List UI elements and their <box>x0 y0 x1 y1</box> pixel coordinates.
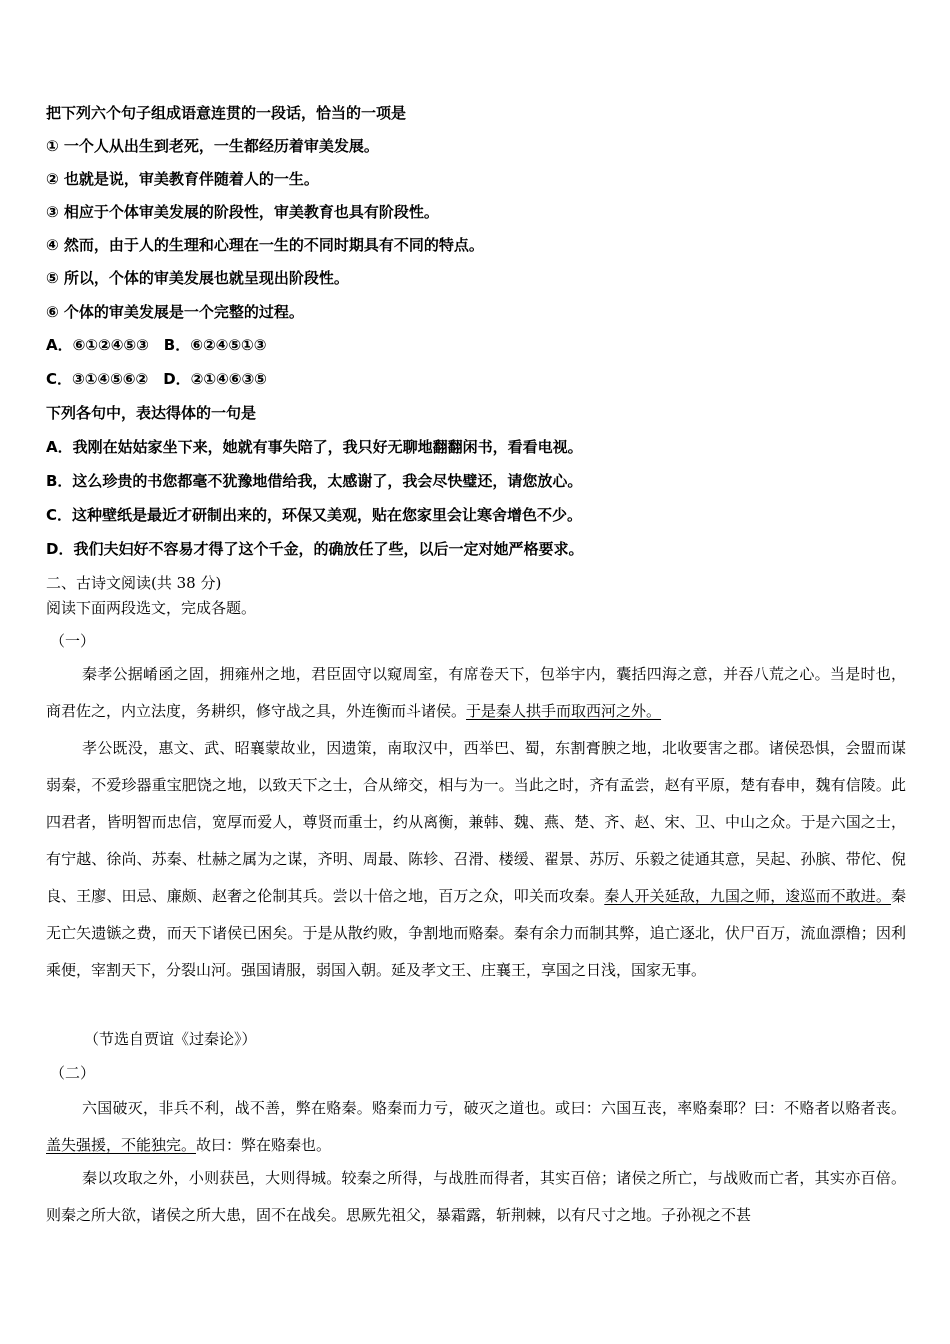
q2-option-c: C．这种壁纸是最近才研制出来的，环保又美观，贴在您家里会让寒舍增色不少。 <box>46 506 583 524</box>
section-instruction: 阅读下面两段选文，完成各题。 <box>46 599 257 617</box>
q2-option-b: B．这么珍贵的书您都毫不犹豫地借给我，太感谢了，我会尽快璧还，请您放心。 <box>46 472 583 490</box>
passage1-paragraph1 <box>46 656 906 730</box>
q1-sentence-1: ① 一个人从出生到老死，一生都经历着审美发展。 <box>46 137 379 155</box>
passage1-p1-underlined: 于是秦人拱手而取西河之外。 <box>466 702 662 720</box>
passage1-p1-text: 秦孝公据崤函之固，拥雍州之地，君臣固守以窥周室，有席卷天下，包举宇内，囊括四海之意，并吞八荒之心。当是时也，商君佐之，内立法度，务耕织，修守战之具，外连衡而斗诸侯。 <box>46 665 906 720</box>
passage2-p2-text: 秦以攻取之外，小则获邑，大则得城。较秦之所得，与战胜而得者，其实百倍；诸侯之所亡，与战败而亡者，其实亦百倍。则秦之所大欲，诸侯之所大患，固不在战矣。思厥先祖父，暴霜露，斩荆棘，以有尺寸之地。子孙视之不甚 <box>46 1169 906 1224</box>
passage2-paragraph1 <box>46 1090 906 1164</box>
passage1-p2-underlined: 秦人开关延敌，九国之师，逡巡而不敢进。 <box>604 887 891 905</box>
q1-sentence-5: ⑤ 所以，个体的审美发展也就呈现出阶段性。 <box>46 269 349 287</box>
passage1-p2-text-a: 孝公既没，惠文、武、昭襄蒙故业，因遗策，南取汉中，西举巴、蜀，东割膏腴之地，北收要害之郡。诸侯恐惧，会盟而谋弱秦，不爱珍器重宝肥饶之地，以致天下之士，合从缔交，相与为一。当此之时，齐有孟尝，赵有平原，楚有春申，魏有信陵。此四君者，皆明智而忠信，宽厚而爱人，尊贤而重士，约从离衡，兼韩、魏、燕、楚、齐、赵、宋、卫、中山之众。于是六国之士，有宁越、徐尚、苏秦、杜赫之属为之谋，齐明、周最、陈轸、召滑、楼缓、翟景、苏厉、乐毅之徒通其意，吴起、孙膑、带佗、倪良、王廖、田忌、廉颇、赵奢之伦制其兵。尝以十倍之地，百万之众，叩关而攻秦。 <box>46 739 906 905</box>
section-heading: 二、古诗文阅读(共 38 分) <box>46 574 222 592</box>
passage2-p1-text-a: 六国破灭，非兵不利，战不善，弊在赂秦。赂秦而力亏，破灭之道也。或曰：六国互丧，率赂秦耶？曰：不赂者以赂者丧。 <box>82 1099 906 1117</box>
q1-sentence-3: ③ 相应于个体审美发展的阶段性，审美教育也具有阶段性。 <box>46 203 439 221</box>
q1-sentence-4: ④ 然而，由于人的生理和心理在一生的不同时期具有不同的特点。 <box>46 236 484 254</box>
passage1-paragraph2 <box>46 730 906 989</box>
q1-sentence-2: ② 也就是说，审美教育伴随着人的一生。 <box>46 170 319 188</box>
q1-stem: 把下列六个句子组成语意连贯的一段话，恰当的一项是 <box>46 104 407 122</box>
q1-sentence-6: ⑥ 个体的审美发展是一个完整的过程。 <box>46 303 304 321</box>
part1-label: （一） <box>50 632 96 650</box>
q1-options-cd: C．③①④⑤⑥② D．②①④⑥③⑤ <box>46 370 267 388</box>
part2-label: （二） <box>50 1064 96 1082</box>
q2-stem: 下列各句中，表达得体的一句是 <box>46 404 257 422</box>
passage1-p2-text-b: 秦无亡矢遗镞之费，而天下诸侯已困矣。于是从散约败，争割地而赂秦。秦有余力而制其弊，追亡逐北，伏尸百万，流血漂橹；因利乘便，宰割天下，分裂山河。强国请服，弱国入朝。延及孝文王、庄襄王，享国之日浅，国家无事。 <box>46 887 906 979</box>
passage1-source: （节选自贾谊《过秦论》） <box>84 1030 257 1048</box>
q2-option-d: D．我们夫妇好不容易才得了这个千金，的确放任了些，以后一定对她严格要求。 <box>46 540 584 558</box>
q1-options-ab: A．⑥①②④⑤③ B．⑥②④⑤①③ <box>46 336 267 354</box>
passage2-paragraph2 <box>46 1160 906 1234</box>
passage2-p1-underlined: 盖失强援，不能独完。 <box>46 1136 197 1154</box>
q2-option-a: A．我刚在姑姑家坐下来，她就有事失陪了，我只好无聊地翻翻闲书，看看电视。 <box>46 438 583 456</box>
passage2-p1-text-b: 故曰：弊在赂秦也。 <box>196 1136 332 1154</box>
